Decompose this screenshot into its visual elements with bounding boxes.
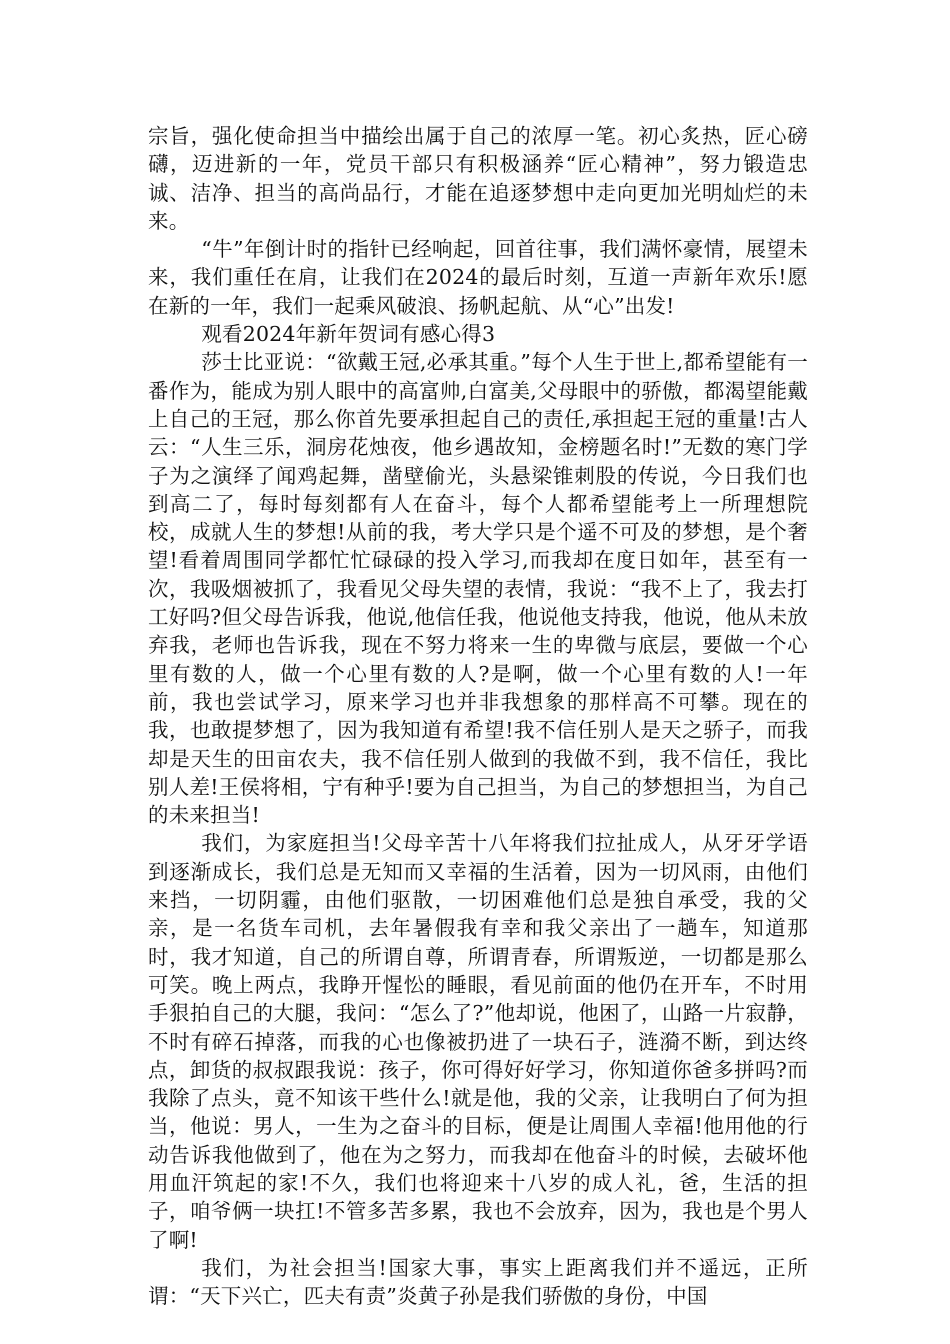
- paragraph-continuation: 宗旨，强化使命担当中描绘出属于自己的浓厚一笔。初心炙热，匠心磅礴，迈进新的一年，党员干部只有积极涵养“匠心精神”，努力锻造忠诚、洁净、担当的高尚品行，才能在追逐梦想中走向更加光明灿烂的未来。: [148, 124, 808, 233]
- paragraph-self-responsibility: 莎士比亚说：“欲戴王冠,必承其重。”每个人生于世上,都希望能有一番作为，能成为别人眼中的高富帅,白富美,父母眼中的骄傲，都渴望能戴上自己的王冠，那么你首先要承担起自己的责任,承担起王冠的重量!古人云：“人生三乐，洞房花烛夜，他乡遇故知，金榜题名时!”无数的寒门学子为之演绎了闻鸡起舞，凿壁偷光，头悬梁锥刺股的传说，今日我们也到高二了，每时每刻都有人在奋斗，每个人都希望能考上一所理想院校，成就人生的梦想!从前的我，考大学只是个遥不可及的梦想，是个奢望!看着周围同学都忙忙碌碌的投入学习,而我却在度日如年，甚至有一次，我吸烟被抓了，我看见父母失望的表情，我说：“我不上了，我去打工好吗?但父母告诉我，他说,他信任我，他说他支持我，他说，他从未放弃我，老师也告诉我，现在不努力将来一生的卑微与底层，要做一个心里有数的人，做一个心里有数的人?是啊，做一个心里有数的人!一年前，我也尝试学习，原来学习也并非我想象的那样高不可攀。现在的我，也敢提梦想了，因为我知道有希望!我不信任别人是天之骄子，而我却是天生的田亩农夫，我不信任别人做到的我做不到，我不信任，我比别人差!王侯将相，宁有种乎!要为自己担当，为自己的梦想担当，为自己的未来担当!: [148, 350, 808, 828]
- paragraph-new-year-wishes: “牛”年倒计时的指针已经响起，回首往事，我们满怀豪情，展望未来，我们重任在肩，让我们在2024的最后时刻，互道一声新年欢乐!愿在新的一年，我们一起乘风破浪、扬帆起航、从“心”出发!: [148, 237, 808, 318]
- document-body: [148, 122, 808, 1310]
- paragraph-family-responsibility: 我们，为家庭担当!父母辛苦十八年将我们拉扯成人，从牙牙学语到逐渐成长，我们总是无知而又幸福的生活着，因为一切风雨，由他们来挡，一切阴霾，由他们驱散，一切困难他们总是独自承受，我的父亲，是一名货车司机，去年暑假我有幸和我父亲出了一趟车，知道那时，我才知道，自己的所谓自尊，所谓青春，所谓叛逆，一切都是那么可笑。晚上两点，我睁开惺忪的睡眼，看见前面的他仍在开车，不时用手狠拍自己的大腿，我问：“怎么了?”他却说，他困了，山路一片寂静，不时有碎石掉落，而我的心也像被扔进了一块石子，涟漪不断，到达终点，卸货的叔叔跟我说：孩子，你可得好好学习，你知道你爸多拼吗?而我除了点头，竟不知该干些什么!就是他，我的父亲，让我明白了何为担当，他说：男人，一生为之奋斗的目标，便是让周围人幸福!他用他的行动告诉我他做到了，他在为之努力，而我却在他奋斗的时候，去破坏他用血汗筑起的家!不久，我们也将迎来十八岁的成人礼，爸，生活的担子，咱爷俩一块扛!不管多苦多累，我也不会放弃，因为，我也是个男人了啊!: [148, 831, 808, 1252]
- section-heading: 观看2024年新年贺词有感心得3: [201, 322, 496, 347]
- paragraph-society-responsibility: 我们，为社会担当!国家大事，事实上距离我们并不遥远，正所谓：“天下兴亡，匹夫有责”炎黄子孙是我们骄傲的身份，中国: [148, 1255, 808, 1309]
